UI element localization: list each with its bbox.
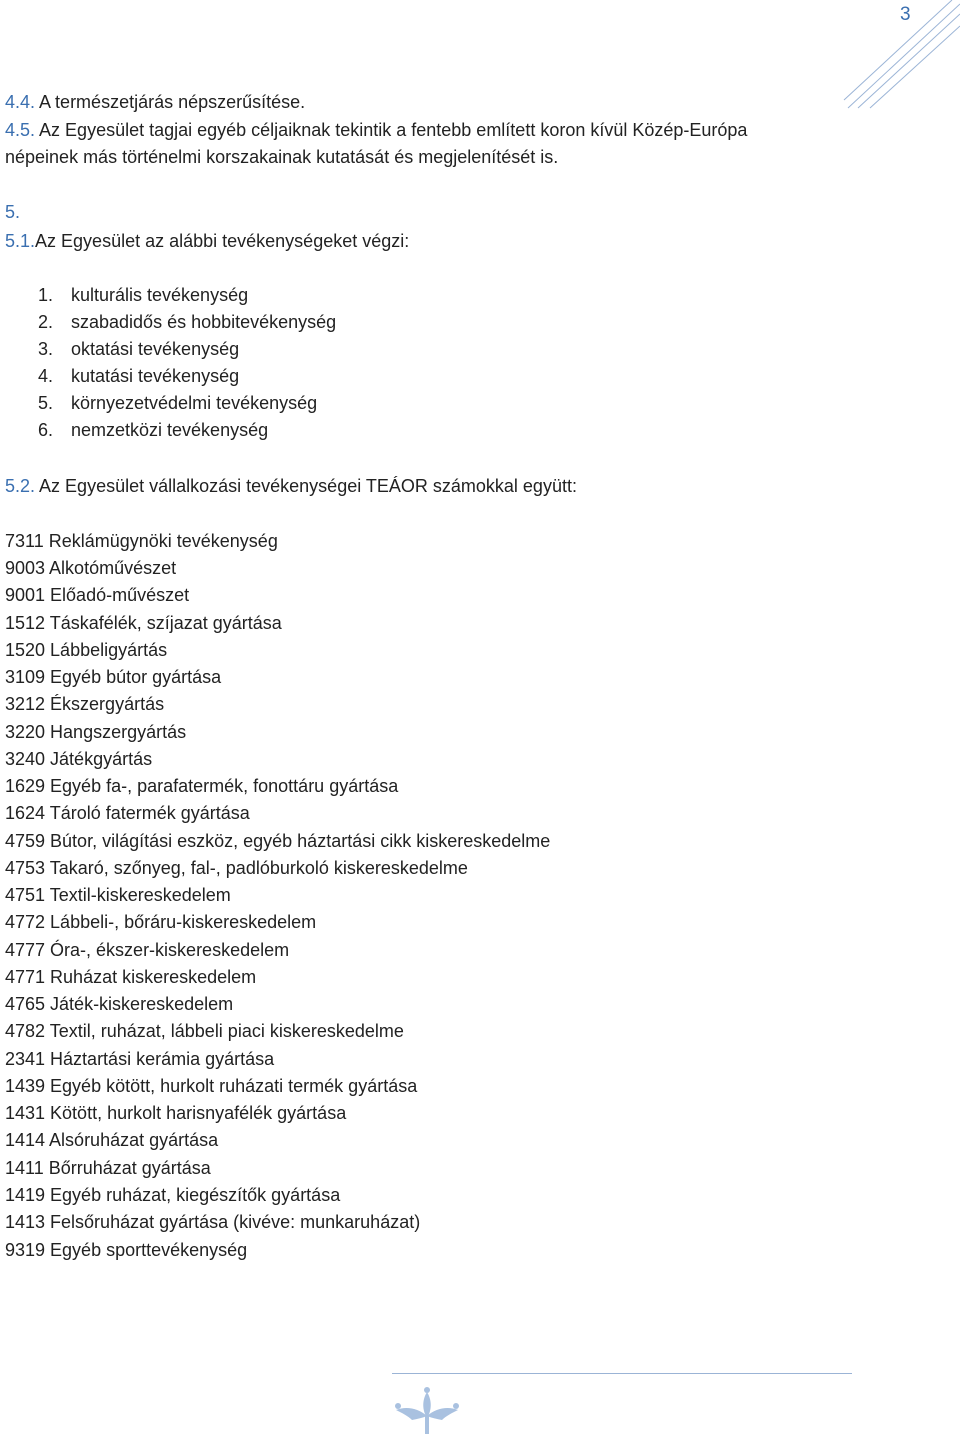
list-item: 3220 Hangszergyártás xyxy=(5,722,187,742)
list-item: 1520 Lábbeligyártás xyxy=(5,640,168,660)
list-item: 4777 Óra-, ékszer-kiskereskedelem xyxy=(5,940,290,960)
footer-rule xyxy=(392,1373,852,1374)
list-item: 1431 Kötött, hurkolt harisnyafélék gyártása xyxy=(5,1103,347,1123)
list-item: 4772 Lábbeli-, bőráru-kiskereskedelem xyxy=(5,912,317,932)
list-item: 9003 Alkotóművészet xyxy=(5,558,177,578)
list-item: 1413 Felsőruházat gyártása (kivéve: munkaruházat) xyxy=(5,1212,421,1232)
list-item: 9001 Előadó-művészet xyxy=(5,585,190,605)
list-item: 3212 Ékszergyártás xyxy=(5,694,165,714)
list-item: 5. környezetvédelmi tevékenység xyxy=(38,393,318,413)
list-item: 1512 Táskafélék, szíjazat gyártása xyxy=(5,613,282,633)
corner-lines-icon xyxy=(836,0,960,112)
section-5-1 xyxy=(5,229,409,253)
list-item: 3. oktatási tevékenység xyxy=(38,339,240,359)
list-item: 4771 Ruházat kiskereskedelem xyxy=(5,967,257,987)
ornament-logo-icon xyxy=(392,1386,462,1436)
list-item: 1419 Egyéb ruházat, kiegészítők gyártása xyxy=(5,1185,341,1205)
list-item: 4751 Textil-kiskereskedelem xyxy=(5,885,231,905)
list-item: 4765 Játék-kiskereskedelem xyxy=(5,994,234,1014)
list-item: 1414 Alsóruházat gyártása xyxy=(5,1130,219,1150)
section-4-4 xyxy=(5,90,305,114)
section-5-2 xyxy=(5,474,577,498)
list-item: 9319 Egyéb sporttevékenység xyxy=(5,1240,248,1260)
list-item: 6. nemzetközi tevékenység xyxy=(38,420,269,440)
list-item: 4. kutatási tevékenység xyxy=(38,366,240,386)
section-4-5 xyxy=(5,118,747,142)
list-item: 3109 Egyéb bútor gyártása xyxy=(5,667,222,687)
list-item: 4782 Textil, ruházat, lábbeli piaci kiskereskedelme xyxy=(5,1021,404,1041)
section-text: Az Egyesület vállalkozási tevékenységei TEÁOR számokkal együtt: xyxy=(35,476,577,496)
list-item: 1629 Egyéb fa-, parafatermék, fonottáru gyártása xyxy=(5,776,399,796)
list-item: 4759 Bútor, világítási eszköz, egyéb háztartási cikk kiskereskedelme xyxy=(5,831,551,851)
section-5: 5. xyxy=(5,202,21,222)
page-number: 3 xyxy=(900,4,911,25)
section-text: Az Egyesület az alábbi tevékenységeket végzi: xyxy=(35,231,410,251)
list-item: 2. szabadidős és hobbitevékenység xyxy=(38,312,337,332)
section-number: 4.5. xyxy=(5,120,36,140)
section-text: A természetjárás népszerűsítése. xyxy=(35,92,306,112)
section-text: Az Egyesület tagjai egyéb céljaiknak tekintik a fentebb említett koron kívül Közép-Európa xyxy=(35,120,748,140)
section-number: 5.1. xyxy=(5,231,36,251)
list-item: 7311 Reklámügynöki tevékenység xyxy=(5,531,278,551)
list-item: 4753 Takaró, szőnyeg, fal-, padlóburkoló kiskereskedelme xyxy=(5,858,468,878)
section-number: 5.2. xyxy=(5,476,36,496)
list-item: 1411 Bőrruházat gyártása xyxy=(5,1158,211,1178)
list-item: 2341 Háztartási kerámia gyártása xyxy=(5,1049,275,1069)
section-4-5-continued: népeinek más történelmi korszakainak kutatását és megjelenítését is. xyxy=(5,147,559,167)
section-number: 4.4. xyxy=(5,92,36,112)
list-item: 1624 Tároló fatermék gyártása xyxy=(5,803,250,823)
list-item: 1439 Egyéb kötött, hurkolt ruházati termék gyártása xyxy=(5,1076,418,1096)
list-item: 1. kulturális tevékenység xyxy=(38,285,249,305)
list-item: 3240 Játékgyártás xyxy=(5,749,153,769)
